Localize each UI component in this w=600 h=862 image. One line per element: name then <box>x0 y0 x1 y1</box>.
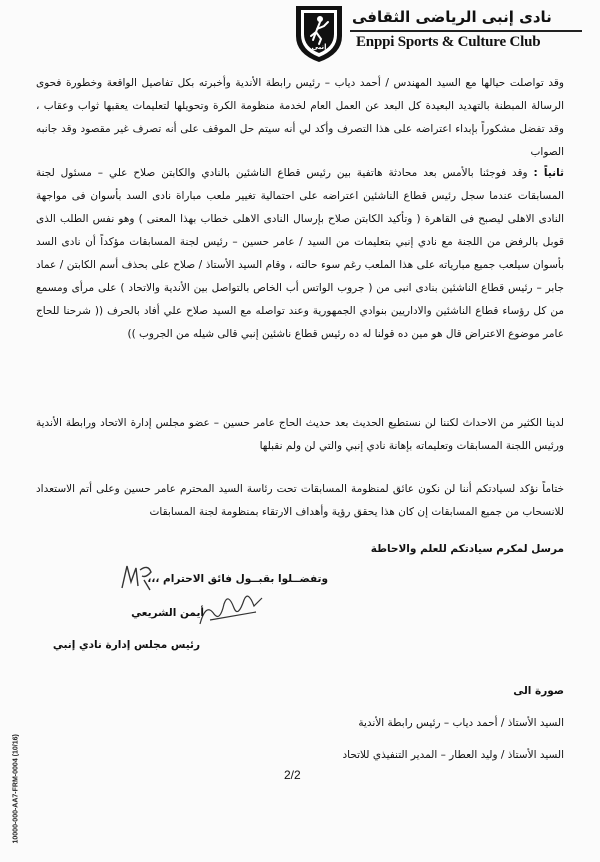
paragraph-2-label: ثانياً : <box>533 167 564 179</box>
paragraph-1: وقد تواصلت حيالها مع السيد المهندس / أحمد دياب – رئيس رابطة الأندية وأخبرته بكل تفاصيل الواقعة وخطورة فحوى الرسالة المبطنة بالتهديد البعيدة كل البعد عن العمل العام لخدمة منظومة الكرة وتحويلها لتعليمات يعقبها ثواب وعقاب ، وقد تفضل مشكوراً بإبداء اعتراضه على هذا التصرف وأكد لي أنه سيتم حل الموقف على أنه تصرف غير مقصود وقد جانبه الصواب <box>36 77 564 158</box>
signer-name: أيمن الشريعي <box>131 607 204 619</box>
handwritten-signature <box>196 584 266 630</box>
club-name-english: Enppi Sports & Culture Club <box>356 34 541 50</box>
signer-title: رئيس مجلس إدارة نادي إنبي <box>52 639 200 651</box>
paragraph-2-block <box>36 162 564 346</box>
page-number: 2/2 <box>284 768 301 782</box>
logo-text: إنبى <box>311 43 327 51</box>
cc-recipient-2: السيد الأستاذ / وليد العطار – المدير التنفيذي للاتحاد <box>342 749 564 761</box>
form-code: 10000-000-AA7-FRM-0004 (10/16) <box>12 734 20 844</box>
sent-line: مرسل لمكرم سيادتكم للعلم والاحاطة <box>370 543 564 555</box>
regards-line: وتفضــلوا بقبــول فائق الاحترام ،،، <box>147 573 328 585</box>
cc-heading: صورة الى <box>513 685 564 697</box>
club-emblem-icon <box>290 2 348 64</box>
paragraph-2: وقد فوجئنا بالأمس بعد محادثة هاتفية بين رئيس قطاع الناشئين بالنادي والكابتن صلاح علي – مسئول لجنة المسابقات عندما سجل رئيس قطاع الناشئين اعتراضه على احتمالية تغيير ملعب مباراة نادى السد بأسوان فى مواجهة النادى الاهلى ليصبح فى القاهرة ( وتأكيد الكابتن صلاح بإرسال النادى الاهلى خطاب بهذا المعنى ) وهو نفس الطلب الذى قوبل بالرفض من اللجنة مع نادي إنبي بتعليمات من السيد / عامر حسين – رئيس لجنة المسابقات مؤكداً أن نادى السد بأسوان سيلعب جميع مبارياته على هذا الملعب رغم سوء حالته ، وقام السيد الأستاذ / صلاح على بحذف أسم الكابتن / عماد جابر – رئيس قطاع الناشئين بنادى انبى من ( جروب الواتس أب الخاص بالتواصل بين الأندية والاتحاد ) على مرأى ومسمع من كل رؤساء قطاع الناشئين والاداريين بنوادي الجمهورية وعند تواصله مع السيد صلاح علي أفاد بالحرف (( شرحنا للحاج عامر موضوع الاعتراض قال هو مين ده قولنا له ده رئيس قطاع ناشئين إنبي قالى شيله من الجروب )) <box>36 167 564 340</box>
header-rule <box>350 30 582 32</box>
club-name-arabic: نادى إنبى الرياضى الثقافى <box>352 8 552 26</box>
paragraph-3: لدينا الكثير من الاحداث لكننا لن نستطيع الحديث بعد حديث الحاج عامر حسين – عضو مجلس إدارة الاتحاد ورابطة الأندية ورئيس اللجنة المسابقات وتعليماته بإهانة نادي إنبي والتي لن ولم نقبلها <box>36 417 564 452</box>
paragraph-4: ختاماً نؤكد لسيادتكم أننا لن نكون عائق لمنظومة المسابقات تحت رئاسة السيد المحترم عامر حسين وعلى أتم الاستعداد للانسحاب من جميع المسابقات إن كان هذا يحقق رؤية وأهداف الارتقاء بمنظومة لجنة المسابقات <box>36 483 564 518</box>
cc-recipient-1: السيد الأستاذ / أحمد دياب – رئيس رابطة الأندية <box>358 717 564 729</box>
